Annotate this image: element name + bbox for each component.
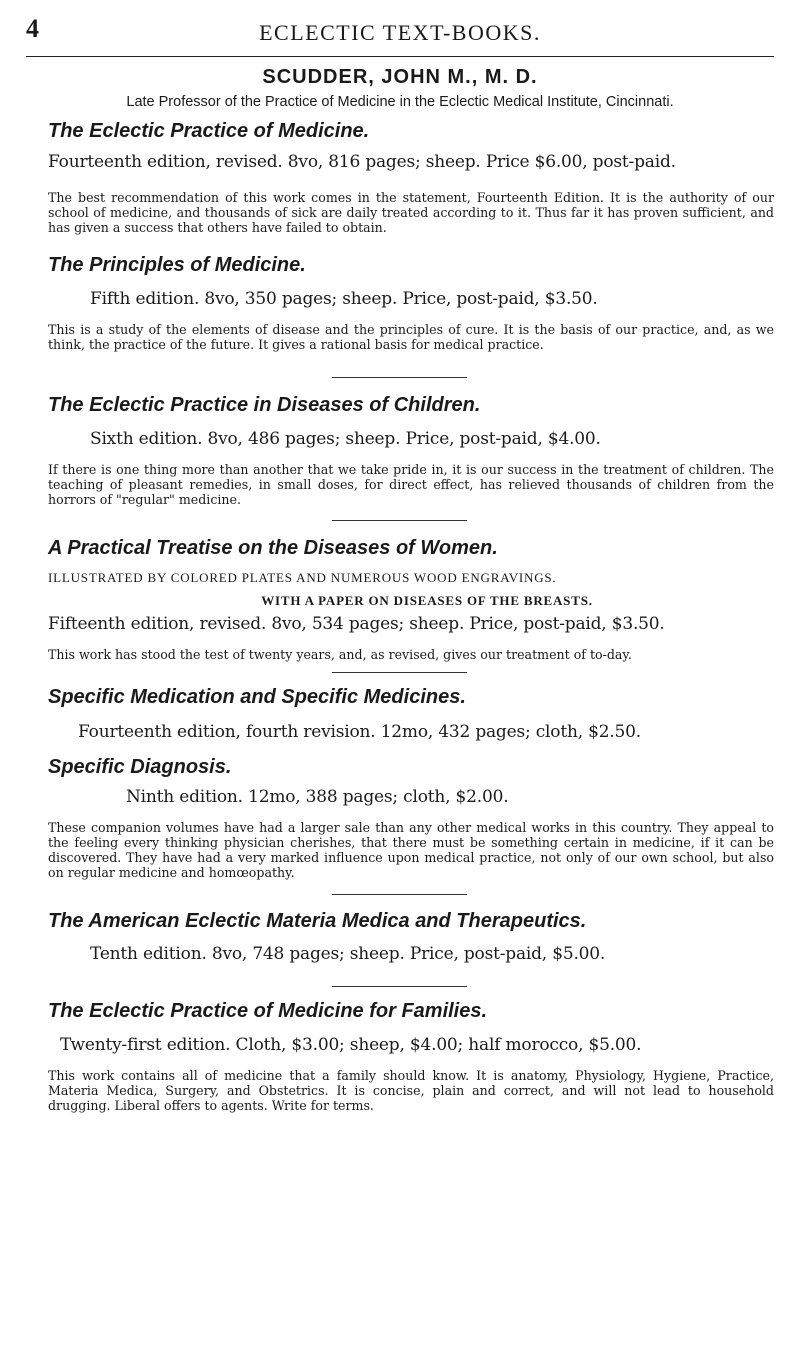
book-edition: Fourteenth edition, revised. 8vo, 816 pages; sheep. Price $6.00, post-paid.	[48, 152, 676, 172]
book-description: These companion volumes have had a larger sale than any other medical works in this country. They appeal to the feeling every thinking physician cherishes, that there must be something certain in medicine, if it can be discovered. They have had a very marked influence upon medical practice, not only of our own school, but also on regular medicine and homœopathy.	[48, 820, 774, 880]
book-title: Specific Diagnosis.	[48, 756, 232, 778]
book-title: A Practical Treatise on the Diseases of Women.	[48, 537, 498, 559]
running-head: ECLECTIC TEXT-BOOKS.	[259, 20, 541, 45]
book-subtitle: ILLUSTRATED BY COLORED PLATES AND NUMEROUS WOOD ENGRAVINGS.	[48, 570, 557, 585]
section-divider	[332, 377, 467, 378]
book-title: The Eclectic Practice of Medicine.	[48, 120, 370, 142]
book-description: This is a study of the elements of disease and the principles of cure. It is the basis of our practice, and, as we think, the practice of the future. It gives a rational basis for medical practice.	[48, 322, 774, 352]
book-title: The Principles of Medicine.	[48, 254, 306, 276]
book-title: Specific Medication and Specific Medicines.	[48, 686, 466, 708]
book-edition: Fifteenth edition, revised. 8vo, 534 pages; sheep. Price, post-paid, $3.50.	[48, 614, 665, 634]
book-description: This work contains all of medicine that a family should know. It is anatomy, Physiology, Hygiene, Practice, Materia Medica, Surgery, and Obstetrics. It is concise, plain and correct, and will not lead to household drugging. Liberal offers to agents. Write for terms.	[48, 1068, 774, 1113]
book-edition: Tenth edition. 8vo, 748 pages; sheep. Price, post-paid, $5.00.	[90, 944, 606, 964]
book-title: The Eclectic Practice of Medicine for Families.	[48, 1000, 488, 1022]
book-edition: Ninth edition. 12mo, 388 pages; cloth, $2.00.	[126, 787, 509, 807]
section-divider	[332, 520, 467, 521]
book-edition: Fourteenth edition, fourth revision. 12mo, 432 pages; cloth, $2.50.	[78, 722, 641, 742]
page-number: 4	[26, 14, 39, 43]
author-affiliation: Late Professor of the Practice of Medicine in the Eclectic Medical Institute, Cincinnati.	[126, 94, 674, 110]
author-name: SCUDDER, JOHN M., M. D.	[262, 66, 538, 88]
book-subtitle: WITH A PAPER ON DISEASES OF THE BREASTS.	[261, 593, 593, 608]
book-edition: Twenty-first edition. Cloth, $3.00; sheep, $4.00; half morocco, $5.00.	[60, 1035, 642, 1055]
book-description: If there is one thing more than another that we take pride in, it is our success in the treatment of children. The teaching of pleasant remedies, in small doses, for direct effect, has relieved thousands of children from the horrors of "regular" medicine.	[48, 462, 774, 507]
section-divider	[332, 894, 467, 895]
section-divider	[332, 986, 467, 987]
book-description: This work has stood the test of twenty years, and, as revised, gives our treatment of to-day.	[48, 647, 632, 662]
book-edition: Sixth edition. 8vo, 486 pages; sheep. Price, post-paid, $4.00.	[90, 429, 601, 449]
book-title: The Eclectic Practice in Diseases of Children.	[48, 394, 481, 416]
book-title: The American Eclectic Materia Medica and Therapeutics.	[48, 910, 587, 932]
header-rule	[26, 56, 774, 57]
section-divider	[332, 672, 467, 673]
book-description: The best recommendation of this work comes in the statement, Fourteenth Edition. It is the authority of our school of medicine, and thousands of sick are daily treated according to it. Thus far it has proven sufficient, and has given a success that others have failed to obtain.	[48, 190, 774, 235]
book-edition: Fifth edition. 8vo, 350 pages; sheep. Price, post-paid, $3.50.	[90, 289, 598, 309]
